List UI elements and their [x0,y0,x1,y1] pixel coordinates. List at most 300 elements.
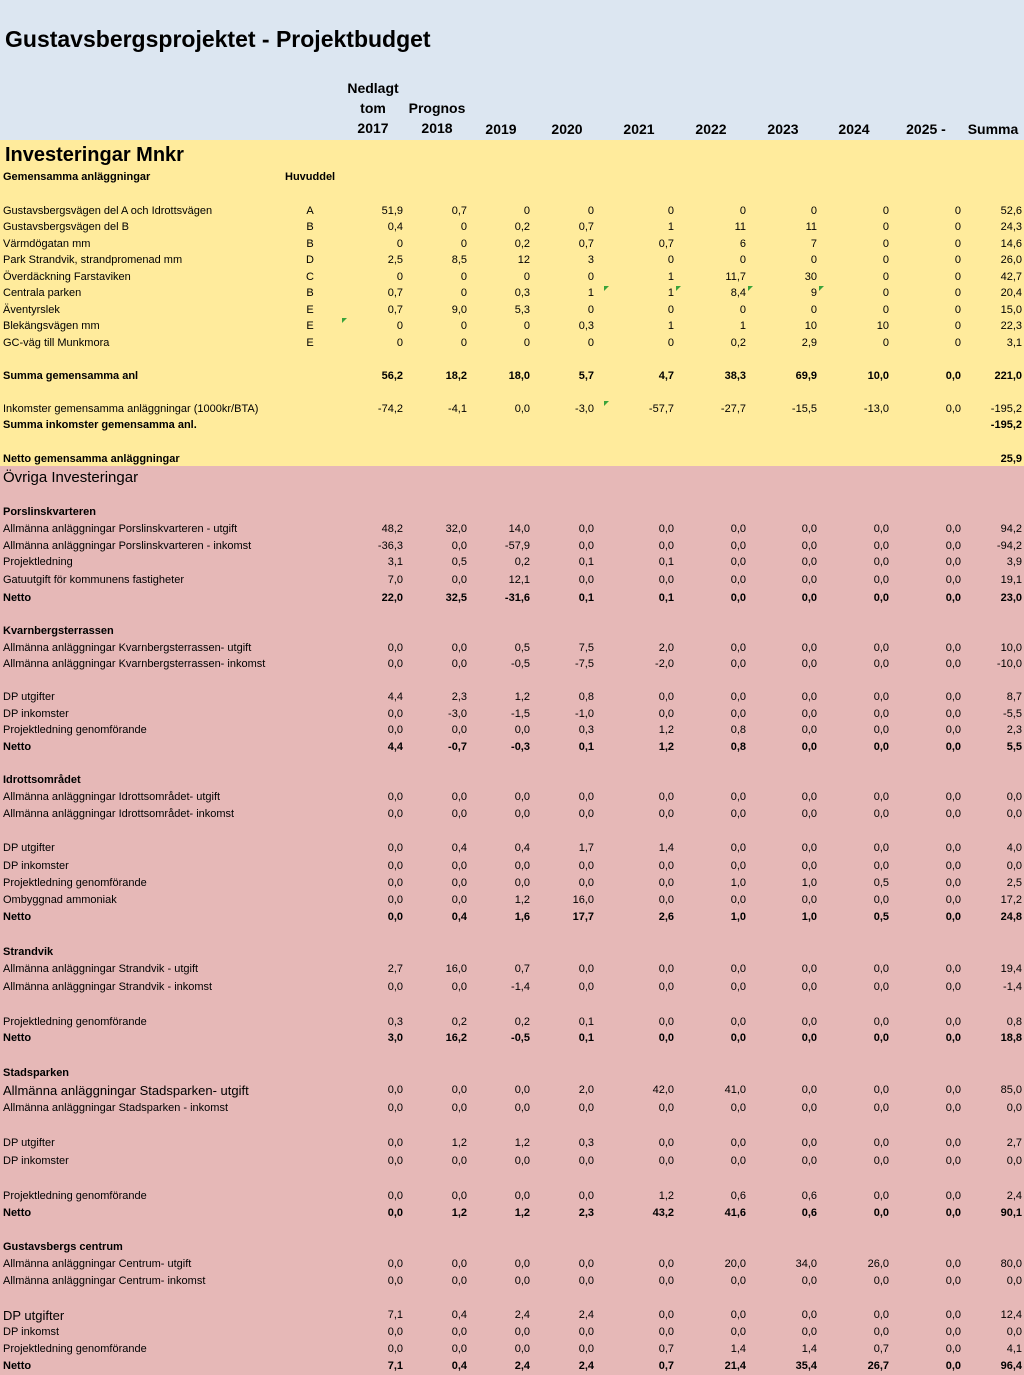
cell-value: 0 [954,205,961,217]
cell-value: 0,0 [514,1343,530,1355]
cell-value: 0,0 [514,1258,530,1270]
cell-value: 1,6 [514,911,530,923]
cell-value: 12,1 [508,574,530,586]
cell-value: 0,1 [658,592,674,604]
column-header-2023: 2023 [767,121,799,137]
cell-value: 0 [523,337,530,349]
cell-value: 0,0 [658,894,674,906]
cell-value: 0,0 [387,1190,403,1202]
column-header-2022: 2022 [695,121,727,137]
cell-value: 15,0 [1000,304,1022,316]
cell-value: 2,6 [658,911,674,923]
cell-value: 0,0 [945,741,961,753]
column-header-prognos [406,98,468,138]
cell-value: 9,0 [451,304,467,316]
cell-value: 0 [954,337,961,349]
cell-value: 0,0 [801,1102,817,1114]
cell-value: 0 [667,254,674,266]
cell-value: 48,2 [381,523,403,535]
comment-marker [748,286,753,291]
cell-value: 0,0 [945,1326,961,1338]
cell-value: 0,0 [801,791,817,803]
cell-value: 0 [460,320,467,332]
cell-value: 0,2 [514,221,530,233]
cell-value: 0,0 [801,592,817,604]
cell-value: 0,0 [658,708,674,720]
row-category: D [306,254,314,266]
cell-value: 0,0 [801,574,817,586]
cell-value: -27,7 [720,403,746,415]
page-title: Gustavsbergsprojektet - Projektbudget [5,26,431,52]
cell-value: 0 [587,205,594,217]
cell-value: 0,0 [873,724,889,736]
cell-value: 0,0 [658,963,674,975]
cell-value: 18,8 [1000,1032,1022,1044]
cell-value: 14,0 [508,523,530,535]
cell-value: 0,0 [387,1084,403,1096]
cell-value: 0,4 [451,1360,467,1372]
cell-value: 0,0 [945,1137,961,1149]
cell-value: 0 [739,254,746,266]
cell-value: 0,0 [514,877,530,889]
cell-value: 1,0 [730,877,746,889]
cell-value: 0,0 [730,658,746,670]
cell-value: 0,0 [578,574,594,586]
table-row [0,979,1024,996]
cell-value: 25,9 [1000,453,1022,465]
row-label: Projektledning [3,556,73,568]
cell-value: 1,4 [801,1343,817,1355]
cell-value: 0,0 [801,1016,817,1028]
cell-value: 0,0 [801,556,817,568]
cell-value: 0,0 [578,860,594,872]
netto-row [0,451,1024,468]
row-label: Värmdögatan mm [3,238,91,250]
cell-value: 0,0 [945,963,961,975]
cell-value: 0,0 [801,1309,817,1321]
cell-value: 42,7 [1000,271,1022,283]
investeringar-heading: Investeringar Mnkr [5,144,184,166]
cell-value: 0,0 [873,981,889,993]
cell-value: 90,1 [1000,1207,1022,1219]
cell-value: 85,0 [1000,1084,1022,1096]
cell-value: -13,0 [863,403,889,415]
cell-value: 0,0 [730,1155,746,1167]
cell-value: 0,0 [730,691,746,703]
column-header-2019: 2019 [485,121,517,137]
cell-value: 0,0 [873,860,889,872]
row-label: Allmänna anläggningar Porslinskvarteren - inkomst [3,540,252,552]
cell-value: 0,0 [658,1137,674,1149]
cell-value: 11 [805,221,817,233]
cell-value: 0,0 [945,1360,961,1372]
cell-value: 1 [739,320,746,332]
cell-value: 0,0 [945,894,961,906]
cell-value: 0 [587,337,594,349]
cell-value: 0,0 [1006,1275,1022,1287]
table-row [0,789,1024,806]
section-header [0,623,1024,640]
cell-value: 0,0 [801,1084,817,1096]
section-header [0,1239,1024,1256]
row-label: DP inkomster [3,860,69,872]
cell-value: 0,0 [451,642,467,654]
cell-value: 1,0 [801,911,817,923]
cell-value: 0,0 [945,981,961,993]
row-label: Netto [3,1032,32,1044]
cell-value: 96,4 [1000,1360,1022,1372]
cell-value: 0,0 [451,1155,467,1167]
comment-marker [342,318,347,323]
cell-value: 7,1 [387,1309,403,1321]
cell-value: 0,0 [801,842,817,854]
cell-value: 2,7 [387,963,403,975]
cell-value: 0,0 [945,708,961,720]
cell-value: 0,0 [945,1155,961,1167]
table-row [0,1135,1024,1152]
cell-value: -94,2 [996,540,1022,552]
cell-value: 0,0 [873,1016,889,1028]
cell-value: 0,0 [801,658,817,670]
cell-value: 0,0 [451,791,467,803]
cell-value: 0,0 [730,1275,746,1287]
cell-value: 0,0 [945,724,961,736]
cell-value: 8,7 [1006,691,1022,703]
cell-value: 0,0 [801,1275,817,1287]
cell-value: 0,7 [873,1343,889,1355]
cell-value: -36,3 [377,540,403,552]
cell-value: 0 [523,320,530,332]
cell-value: 0,0 [873,1084,889,1096]
cell-value: 0,0 [387,658,403,670]
cell-value: 0,0 [873,642,889,654]
table-row [0,1341,1024,1358]
cell-value: 18,0 [508,370,530,382]
cell-value: 0,0 [578,1275,594,1287]
cell-value: 0,0 [873,842,889,854]
cell-value: -195,2 [990,419,1022,431]
cell-value: 0,0 [658,808,674,820]
table-row [0,252,1024,269]
cell-value: 10 [876,320,889,332]
cell-value: 0 [954,320,961,332]
cell-value: 0,5 [451,556,467,568]
cell-value: 1,0 [730,911,746,923]
cell-value: -74,2 [377,403,403,415]
row-label: Netto [3,1207,32,1219]
cell-value: -195,2 [990,403,1022,415]
header-band [0,0,1024,140]
table-row [0,1188,1024,1205]
cell-value: 8,5 [451,254,467,266]
inkomster-row [0,401,1024,418]
cell-value: 0 [882,238,889,250]
cell-value: 34,0 [795,1258,817,1270]
cell-value: 0,0 [730,808,746,820]
cell-value: 1,2 [658,741,674,753]
cell-value: 41,6 [724,1207,746,1219]
cell-value: 0,4 [387,221,403,233]
section-header [0,944,1024,961]
cell-value: 2,5 [387,254,403,266]
cell-value: 0,0 [801,540,817,552]
cell-value: 0,0 [387,1207,403,1219]
cell-value: 0,0 [730,842,746,854]
cell-value: 0,0 [873,894,889,906]
cell-value: 0,0 [387,1343,403,1355]
cell-value: 0,0 [514,1275,530,1287]
row-label: Centrala parken [3,287,82,299]
cell-value: 0,3 [578,320,594,332]
section-title: Gustavsbergs centrum [3,1241,123,1253]
cell-value: 1 [587,287,594,299]
row-label: DP utgifter [3,1137,55,1149]
cell-value: 1 [667,271,674,283]
cell-value: 0,0 [730,894,746,906]
cell-value: -10,0 [996,658,1022,670]
cell-value: 0,0 [873,1275,889,1287]
cell-value: 35,4 [795,1360,817,1372]
row-category: E [306,337,314,349]
cell-value: 0,0 [514,1084,530,1096]
cell-value: 0,0 [730,523,746,535]
cell-value: 0,0 [730,1016,746,1028]
row-label: Netto [3,741,32,753]
cell-value: 0,0 [945,370,961,382]
cell-value: 0 [882,271,889,283]
cell-value: 2,3 [578,1207,594,1219]
cell-value: 0,0 [873,1309,889,1321]
column-header-2021: 2021 [623,121,655,137]
row-label: Allmänna anläggningar Idrottsområdet- inkomst [3,808,235,820]
cell-value: 0,0 [873,791,889,803]
cell-value: 0 [882,304,889,316]
cell-value: 5,5 [1006,741,1022,753]
cell-value: 0 [810,304,817,316]
cell-value: -3,0 [448,708,467,720]
cell-value: 0,0 [387,842,403,854]
cell-value: 0 [739,205,746,217]
row-label: Projektledning genomförande [3,1190,147,1202]
cell-value: 0,0 [387,642,403,654]
table-row [0,521,1024,538]
table-row [0,236,1024,253]
cell-value: 0,0 [451,1343,467,1355]
cell-value: 0 [954,287,961,299]
cell-value: 0,0 [873,1190,889,1202]
cell-value: 0 [396,337,403,349]
cell-value: 0,4 [514,842,530,854]
cell-value: 0,0 [730,963,746,975]
cell-value: 0,0 [451,1190,467,1202]
cell-value: 0,0 [387,1326,403,1338]
cell-value: 7,5 [578,642,594,654]
cell-value: 0,8 [578,691,594,703]
row-label: DP utgifter [3,691,55,703]
cell-value: 2,4 [578,1360,594,1372]
cell-value: 0,0 [873,691,889,703]
cell-value: 0,0 [1006,860,1022,872]
cell-value: 0 [396,320,403,332]
cell-value: 3,9 [1006,556,1022,568]
cell-value: 12,4 [1000,1309,1022,1321]
cell-value: 2,0 [578,1084,594,1096]
cell-value: 0,0 [945,592,961,604]
cell-value: 1 [667,221,674,233]
table-row [0,689,1024,706]
row-category: B [306,221,314,233]
cell-value: 0,0 [945,911,961,923]
cell-value: 0,0 [945,523,961,535]
cell-value: 0 [460,337,467,349]
row-label: DP inkomster [3,708,69,720]
cell-value: 0,0 [658,1309,674,1321]
row-label: DP inkomst [3,1326,60,1338]
cell-value: 5,7 [578,370,594,382]
cell-value: 0,0 [945,1032,961,1044]
cell-value: 0,8 [730,741,746,753]
cell-value: 0 [587,271,594,283]
cell-value: 0,0 [514,1155,530,1167]
table-row [0,892,1024,909]
cell-value: 9 [810,287,817,299]
cell-value: 0,2 [514,556,530,568]
cell-value: 2,4 [1006,1190,1022,1202]
cell-value: 0,0 [451,724,467,736]
cell-value: -15,5 [791,403,817,415]
cell-value: 0,0 [658,1258,674,1270]
cell-value: 0,0 [578,523,594,535]
cell-value: 26,0 [1000,254,1022,266]
cell-value: 4,4 [387,741,403,753]
cell-value: 0 [523,271,530,283]
cell-value: 0,2 [730,337,746,349]
header-nedlagt-line2: tom [360,100,386,116]
cell-value: -2,0 [655,658,674,670]
cell-value: 0,0 [945,1016,961,1028]
cell-value: 0,0 [730,556,746,568]
cell-value: 0,0 [801,1155,817,1167]
cell-value: 5,3 [514,304,530,316]
row-label: Netto [3,1360,32,1372]
table-row [0,875,1024,892]
cell-value: 0,0 [451,1102,467,1114]
section-header [0,1065,1024,1082]
cell-value: 0,0 [578,981,594,993]
cell-value: 24,8 [1000,911,1022,923]
cell-value: 0,4 [451,842,467,854]
cell-value: 10,0 [1000,642,1022,654]
cell-value: 0 [954,238,961,250]
netto-row [0,1030,1024,1047]
cell-value: 1,0 [801,877,817,889]
cell-value: 0,6 [730,1190,746,1202]
cell-value: 0,0 [658,1016,674,1028]
shared-subheading: Gemensamma anläggningar [3,171,151,183]
cell-value: 0,3 [578,724,594,736]
cell-value: 0,0 [451,1326,467,1338]
cell-value: 0,0 [578,963,594,975]
cell-value: 1,2 [514,1207,530,1219]
cell-value: 2,4 [514,1360,530,1372]
cell-value: 0,0 [730,1326,746,1338]
row-label: Allmänna anläggningar Centrum- utgift [3,1258,192,1270]
row-category: A [306,205,314,217]
cell-value: 0,0 [387,791,403,803]
cell-value: 0,7 [387,304,403,316]
cell-value: 80,0 [1000,1258,1022,1270]
row-label: Gustavsbergsvägen del A och Idrottsvägen [3,205,213,217]
cell-value: -3,0 [575,403,594,415]
cell-value: 0 [460,238,467,250]
row-label: Summa gemensamma anl [3,370,139,382]
cell-value: 0,0 [801,894,817,906]
cell-value: 0,7 [658,238,674,250]
row-label: Gatuutgift för kommunens fastigheter [3,574,184,586]
cell-value: 0,0 [451,1275,467,1287]
cell-value: 2,4 [578,1309,594,1321]
cell-value: 0,0 [873,523,889,535]
ovriga-heading: Övriga Investeringar [3,469,139,486]
header-nedlagt-line3: 2017 [357,120,389,136]
cell-value: 24,3 [1000,221,1022,233]
cell-value: 0,1 [578,592,594,604]
cell-value: 12 [517,254,530,266]
cell-value: 0,0 [387,877,403,889]
cell-value: 1,2 [514,1137,530,1149]
cell-value: 0,0 [730,981,746,993]
table-row [0,269,1024,286]
row-label: Ombyggnad ammoniak [3,894,117,906]
row-label: Projektledning genomförande [3,877,147,889]
table-row [0,285,1024,302]
cell-value: 0,0 [945,691,961,703]
cell-value: 51,9 [381,205,403,217]
cell-value: 2,4 [514,1309,530,1321]
cell-value: 0,0 [873,1137,889,1149]
cell-value: 0,0 [873,592,889,604]
table-row [0,1014,1024,1031]
cell-value: -5,5 [1003,708,1022,720]
cell-value: 16,2 [445,1032,467,1044]
cell-value: 0,0 [945,791,961,803]
cell-value: 38,3 [724,370,746,382]
cell-value: 0,0 [730,1137,746,1149]
cell-value: 0,0 [801,691,817,703]
cell-value: 0,6 [801,1207,817,1219]
cell-value: 0,0 [801,741,817,753]
cell-value: 221,0 [994,370,1022,382]
header-prognos-line2: 2018 [421,120,453,136]
cell-value: 26,0 [867,1258,889,1270]
row-label: DP utgifter [3,1308,65,1323]
cell-value: 0,0 [873,741,889,753]
cell-value: 0,0 [873,556,889,568]
cell-value: 11 [734,221,746,233]
cell-value: 43,2 [652,1207,674,1219]
cell-value: 0,0 [945,1084,961,1096]
cell-value: 0,0 [658,860,674,872]
cell-value: 0,0 [451,658,467,670]
row-label: Allmänna anläggningar Strandvik - utgift [3,963,199,975]
cell-value: 0,0 [945,574,961,586]
row-label: Överdäckning Farstaviken [3,271,131,283]
cell-value: 0,0 [730,574,746,586]
cell-value: 0,0 [945,842,961,854]
comment-marker [604,401,609,406]
cell-value: 10,0 [867,370,889,382]
cell-value: 0,4 [451,911,467,923]
